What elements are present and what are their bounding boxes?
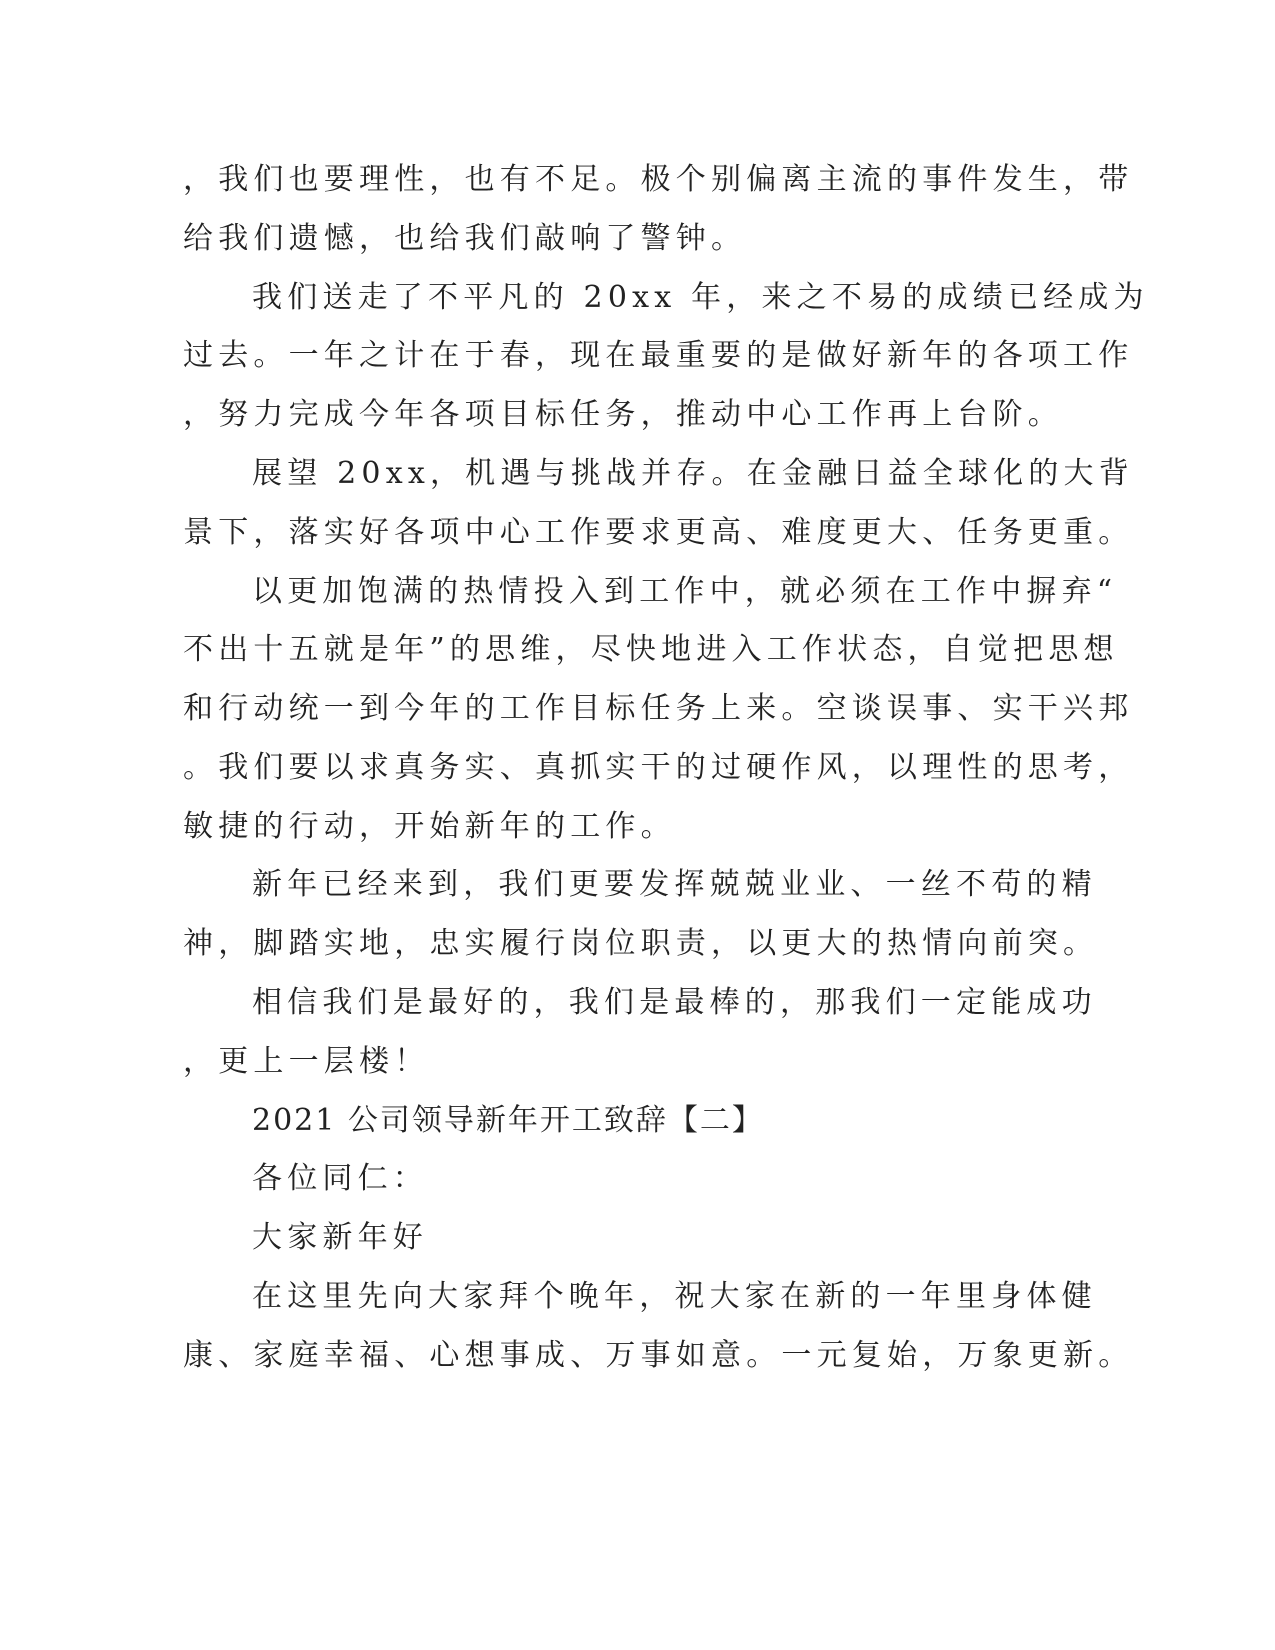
text-line: 和行动统一到今年的工作目标任务上来。空谈误事、实干兴邦 bbox=[183, 691, 1134, 726]
text-line: 在这里先向大家拜个晚年，祝大家在新的一年里身体健 bbox=[252, 1279, 1097, 1314]
text-line: 相信我们是最好的，我们是最棒的，那我们一定能成功 bbox=[252, 985, 1097, 1020]
text-line: ，更上一层楼！ bbox=[183, 1044, 430, 1079]
text-line: 康、家庭幸福、心想事成、万事如意。一元复始，万象更新。 bbox=[183, 1338, 1134, 1373]
text-line: 给我们遗憾，也给我们敲响了警钟。 bbox=[183, 221, 747, 256]
text-line: 。我们要以求真务实、真抓实干的过硬作风，以理性的思考， bbox=[183, 750, 1134, 785]
text-line: ，努力完成今年各项目标任务，推动中心工作再上台阶。 bbox=[183, 397, 1063, 432]
text-line: 不出十五就是年”的思维，尽快地进入工作状态，自觉把思想 bbox=[183, 632, 1119, 667]
text-line: ，我们也要理性，也有不足。极个别偏离主流的事件发生，带 bbox=[183, 162, 1134, 197]
text-line: 展望 20xx，机遇与挑战并存。在金融日益全球化的大背 bbox=[252, 456, 1134, 491]
greeting: 大家新年好 bbox=[252, 1220, 428, 1255]
text-line: 以更加饱满的热情投入到工作中，就必须在工作中摒弃“ bbox=[252, 574, 1118, 609]
text-line: 神，脚踏实地，忠实履行岗位职责，以更大的热情向前突。 bbox=[183, 926, 1099, 961]
text-line: 我们送走了不平凡的 20xx 年，来之不易的成绩已经成为 bbox=[252, 280, 1149, 315]
section-heading: 2021 公司领导新年开工致辞【二】 bbox=[252, 1103, 764, 1138]
text-line: 景下，落实好各项中心工作要求更高、难度更大、任务更重。 bbox=[183, 515, 1134, 550]
text-line: 敏捷的行动，开始新年的工作。 bbox=[183, 809, 676, 844]
text-line: 新年已经来到，我们更要发挥兢兢业业、一丝不苟的精 bbox=[252, 867, 1097, 902]
text-line: 过去。一年之计在于春，现在最重要的是做好新年的各项工作 bbox=[183, 338, 1134, 373]
salutation: 各位同仁： bbox=[252, 1161, 428, 1196]
